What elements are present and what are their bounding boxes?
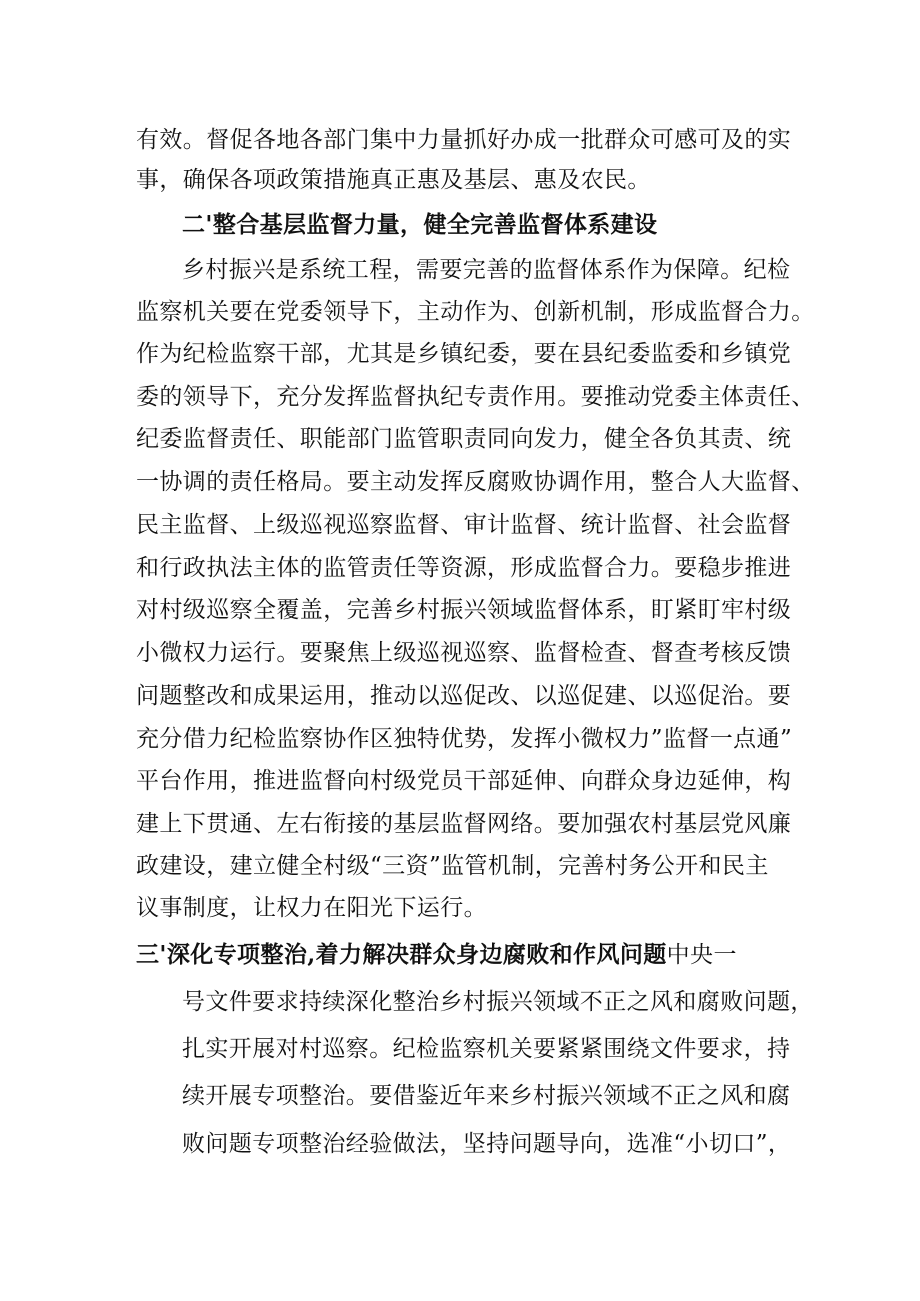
intro-line-2: 事，确保各项政策措施真正惠及基层、惠及农民。 — [136, 167, 651, 193]
section-2-line-6: 一协调的责任格局。要主动发挥反腐败协调作用，整合人大监督、 — [136, 469, 815, 495]
section-2-line-7: 民主监督、上级巡视巡察监督、审计监督、统计监督、社会监督 — [136, 512, 792, 538]
section-3-line-2: 扎实开展对村巡察。纪检监察机关要紧紧围绕文件要求，持 — [182, 1036, 791, 1062]
section-2-line-14: 建上下贯通、左右衔接的基层监督网络。要加强农村基层党风廉 — [136, 811, 792, 837]
section-3-line-4: 败问题专项整治经验做法，坚持问题导向，选准“小切口”， — [182, 1131, 792, 1157]
intro-line-1: 有效。督促各地各部门集中力量抓好办成一批群众可感可及的实 — [136, 127, 792, 153]
section-2-line-8: 和行政执法主体的监管责任等资源，形成监督合力。要稳步推进 — [136, 555, 792, 581]
section-2-line-16: 议事制度，让权力在阳光下运行。 — [136, 895, 487, 921]
section-3-heading-line — [136, 941, 737, 969]
section-2-line-2: 监察机关要在党委领导下，主动作为、创新机制，形成监督合力。 — [136, 299, 815, 325]
section-2-line-9: 对村级巡察全覆盖，完善乡村振兴领域监督体系，盯紧盯牢村级 — [136, 597, 792, 623]
section-2-line-12: 充分借力纪检监察协作区独特优势，发挥小微权力”监督一点通” — [136, 726, 793, 752]
section-3-heading: 三'深化专项整治,着力解决群众身边腐败和作风问题 — [136, 941, 667, 968]
section-2-line-11: 问题整改和成果运用，推动以巡促改、以巡促建、以巡促治。要 — [136, 683, 792, 709]
section-2-line-13: 平台作用，推进监督向村级党员干部延伸、向群众身边延伸，构 — [136, 768, 792, 794]
section-3-line-3: 续开展专项整治。要借鉴近年来乡村振兴领域不正之风和腐 — [182, 1083, 791, 1109]
section-2-line-3: 作为纪检监察干部，尤其是乡镇纪委，要在县纪委监委和乡镇党 — [136, 341, 792, 367]
section-2-line-4: 委的领导下，充分发挥监督执纪专责作用。要推动党委主体责任、 — [136, 384, 815, 410]
section-3-heading-tail: 中央一 — [666, 942, 737, 968]
section-2-heading: 二'整合基层监督力量，健全完善监督体系建设 — [182, 211, 658, 238]
section-2-line-1: 乡村振兴是系统工程，需要完善的监督体系作为保障。纪检 — [182, 257, 791, 283]
section-2-line-15: 政建设，建立健全村级“三资”监管机制，完善村务公开和民主 — [136, 853, 769, 879]
section-3-line-1: 号文件要求持续深化整治乡村振兴领域不正之风和腐败问题， — [182, 989, 814, 1015]
section-2-line-10: 小微权力运行。要聚焦上级巡视巡察、监督检查、督查考核反馈 — [136, 640, 792, 666]
section-2-line-5: 纪委监督责任、职能部门监管职责同向发力，健全各负其责、统 — [136, 426, 792, 452]
